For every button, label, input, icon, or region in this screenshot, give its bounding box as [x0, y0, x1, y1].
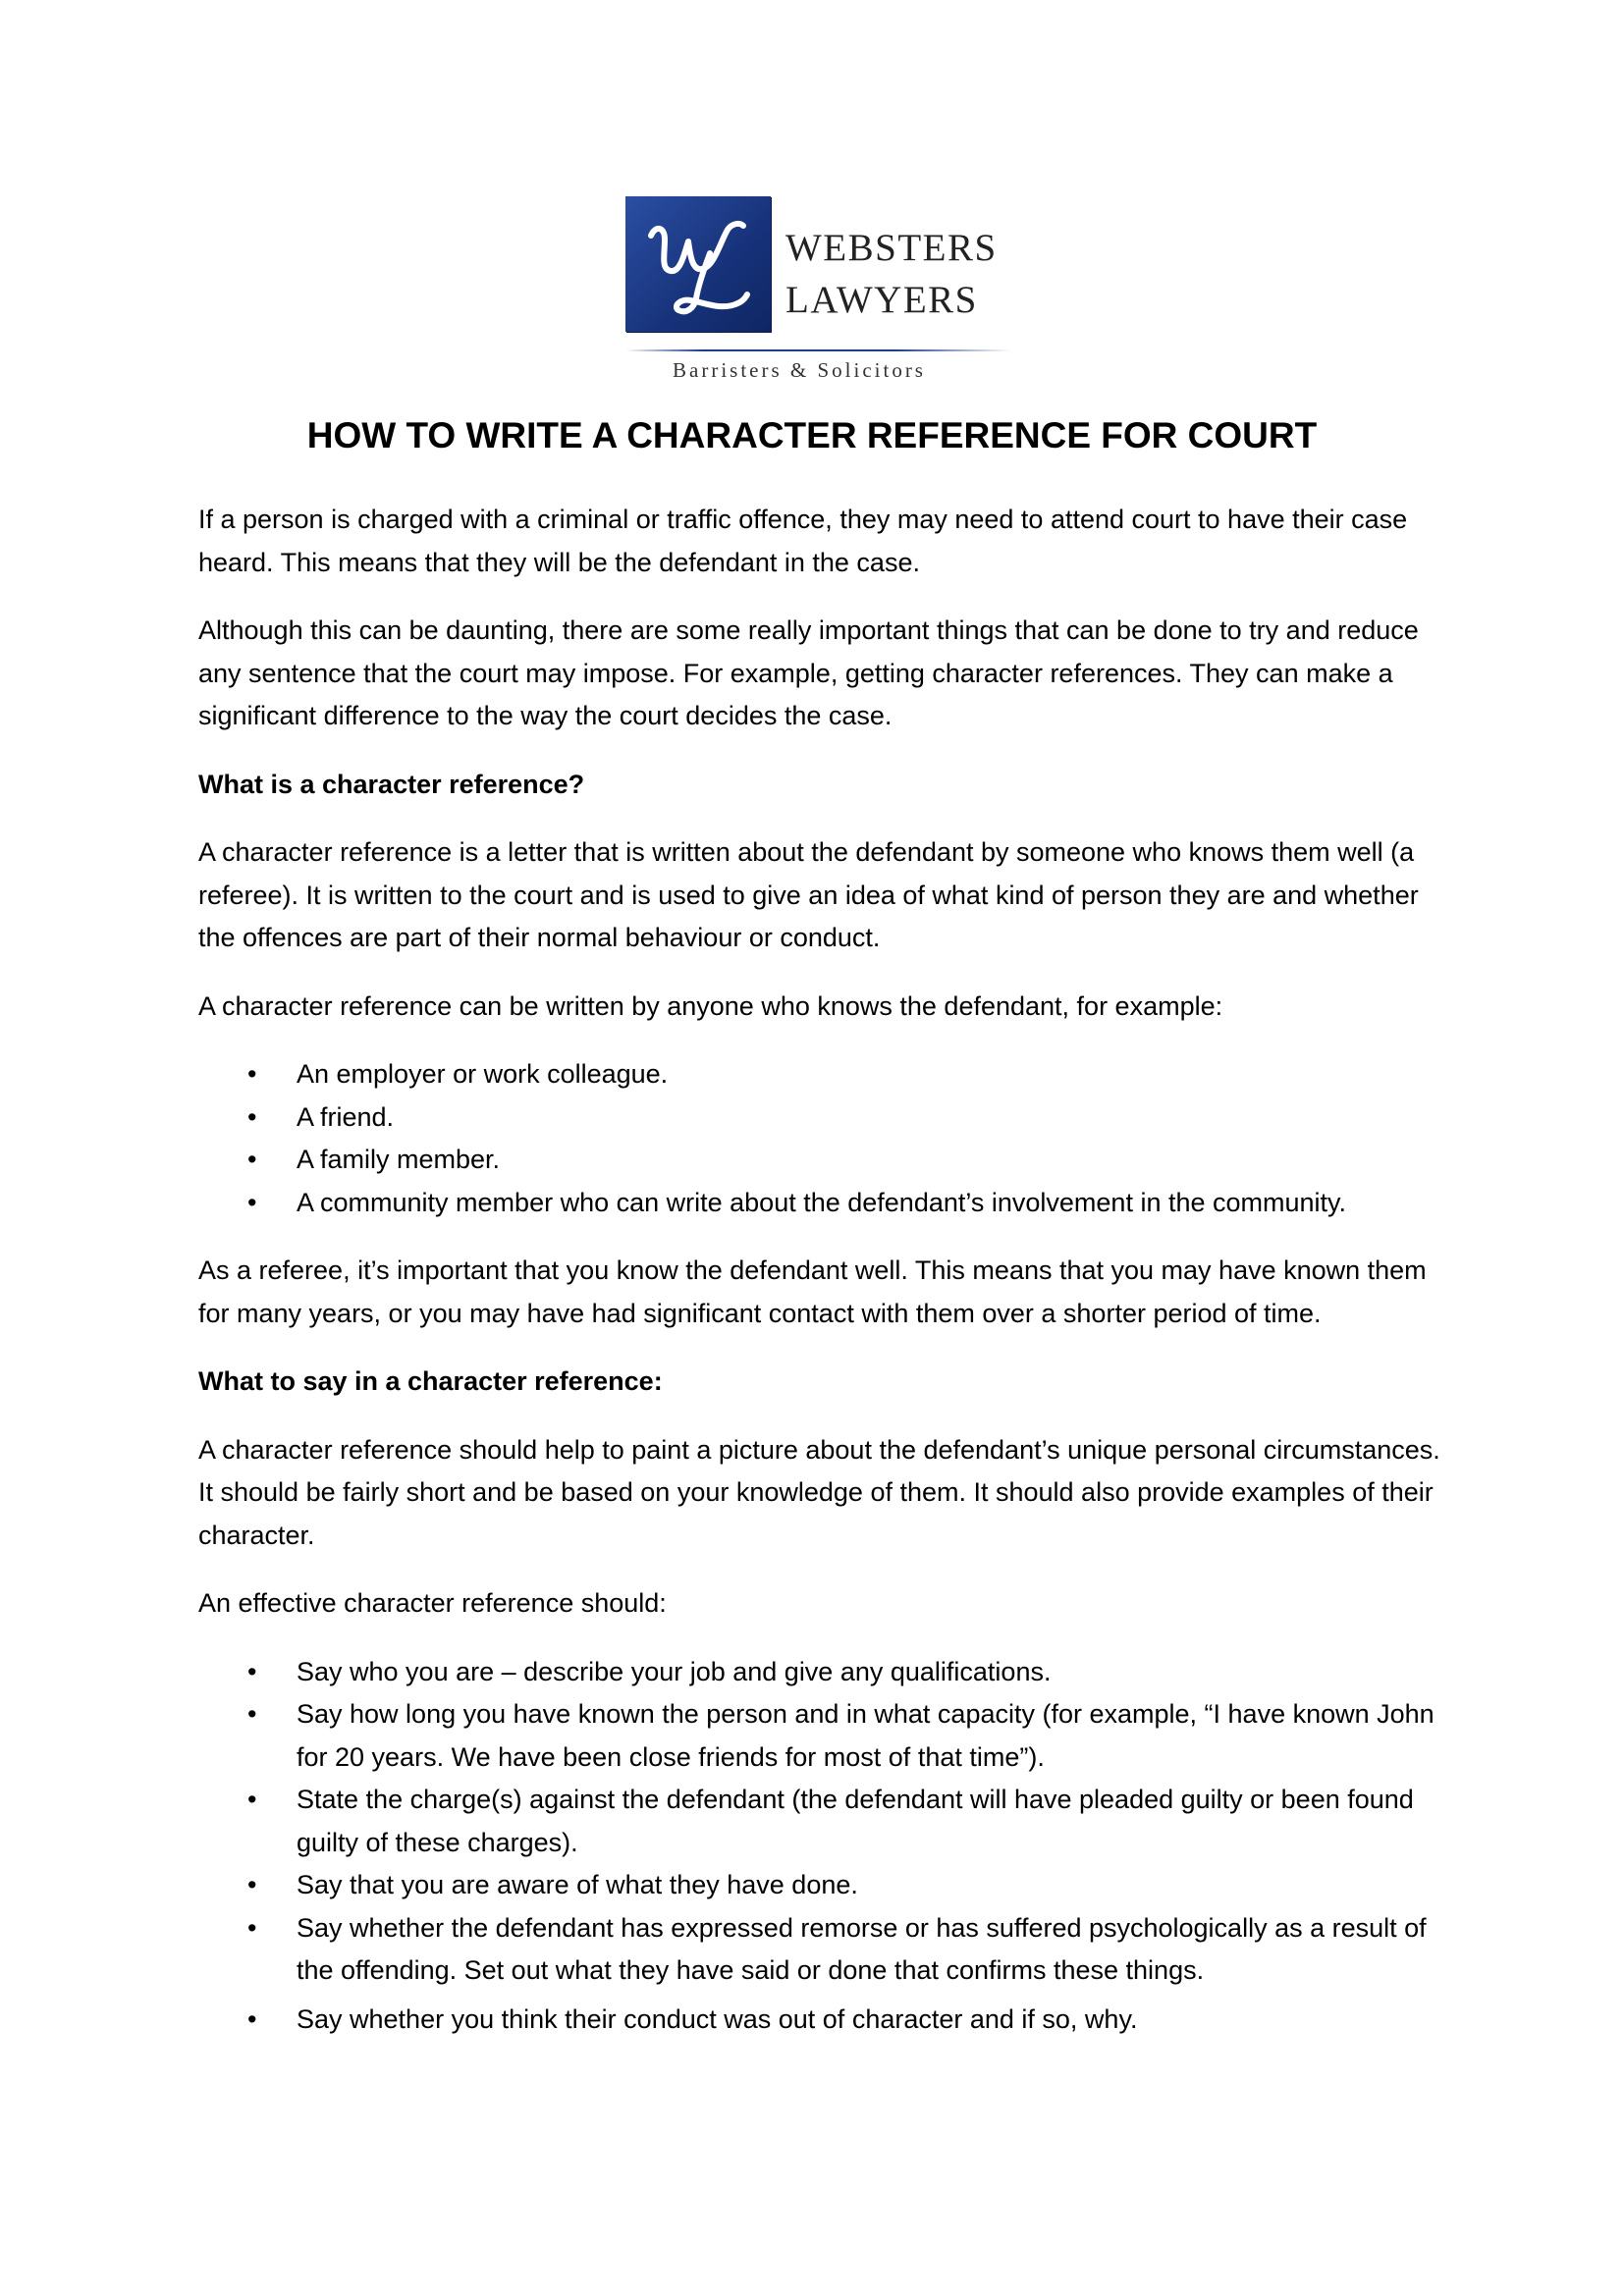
- logo-monogram-box: [625, 196, 771, 332]
- firm-logo: [625, 196, 1018, 388]
- logo-name-line1: WEBSTERS: [785, 227, 998, 269]
- list-item: • Say whether the defendant has expressed remorse or has suffered psychologically as a result of the offending. Set out what they have said or done that confirms these things.: [198, 1907, 1445, 1993]
- list-item: • An employer or work colleague.: [198, 1053, 1445, 1096]
- document-title: HOW TO WRITE A CHARACTER REFERENCE FOR COURT: [306, 415, 1318, 455]
- bullet-icon: •: [247, 1145, 257, 1174]
- logo-divider: [625, 349, 1010, 351]
- paragraph-referee: As a referee, it’s important that you know the defendant well. This means that you may have known them for many years, or you may have had significant contact with them over a shorter period of time.: [198, 1255, 1427, 1328]
- bullet-icon: •: [247, 1656, 257, 1686]
- paragraph-paint-picture: A character reference should help to paint a picture about the defendant’s unique personal circumstances. It should be fairly short and be based on your knowledge of them. It should also provide examples of their character.: [198, 1434, 1440, 1550]
- bullet-icon: •: [247, 2003, 257, 2034]
- heading-what-to-say: What to say in a character reference:: [198, 1366, 663, 1396]
- bullet-icon: •: [247, 1059, 257, 1089]
- list-item: • A friend.: [198, 1096, 1445, 1140]
- bullet-icon: •: [247, 1912, 257, 1943]
- bullet-icon: •: [247, 1785, 257, 1814]
- list-item: • Say whether you think their conduct was out of character and if so, why.: [198, 1999, 1445, 2042]
- list-item: • A family member.: [198, 1139, 1445, 1182]
- referee-list: [198, 1053, 1445, 1224]
- paragraph-definition: A character reference is a letter that is written about the defendant by someone who knows them well (a referee). It is written to the court and is used to give an idea of what kind of person they are and whether the offences are part of their normal behaviour or conduct.: [198, 837, 1419, 952]
- document-body: [198, 499, 1445, 2066]
- list-item: • Say that you are aware of what they have done.: [198, 1864, 1445, 1907]
- wl-monogram-icon: [625, 196, 771, 332]
- heading-what-is: What is a character reference?: [198, 769, 585, 799]
- bullet-icon: •: [247, 1870, 257, 1899]
- svg-text:WL: WL: [625, 196, 627, 197]
- paragraph-daunting: Although this can be daunting, there are some really important things that can be done to try and reduce any sentence that the court may impose. For example, getting character references. They can make a significant difference to the way the court decides the case.: [198, 615, 1419, 730]
- bullet-icon: •: [247, 1699, 257, 1729]
- paragraph-effective: An effective character reference should:: [198, 1588, 667, 1618]
- paragraph-who-can-write: A character reference can be written by anyone who knows the defendant, for example:: [198, 990, 1223, 1021]
- list-item: • Say who you are – describe your job and give any qualifications.: [198, 1651, 1445, 1694]
- list-item: • A community member who can write about the defendant’s involvement in the community.: [198, 1182, 1445, 1225]
- paragraph-intro: If a person is charged with a criminal or traffic offence, they may need to attend court to have their case heard. This means that they will be the defendant in the case.: [198, 505, 1408, 577]
- guidance-list: [198, 1651, 1445, 2042]
- logo-name-line2: LAWYERS: [785, 279, 978, 321]
- list-item: • State the charge(s) against the defendant (the defendant will have pleaded guilty or been found guilty of these charges).: [198, 1779, 1445, 1864]
- logo-tagline: Barristers & Solicitors: [673, 358, 926, 382]
- list-item: • Say how long you have known the person and in what capacity (for example, “I have known John for 20 years. We have been close friends for most of that time”).: [198, 1693, 1445, 1779]
- bullet-icon: •: [247, 1187, 257, 1217]
- bullet-icon: •: [247, 1101, 257, 1132]
